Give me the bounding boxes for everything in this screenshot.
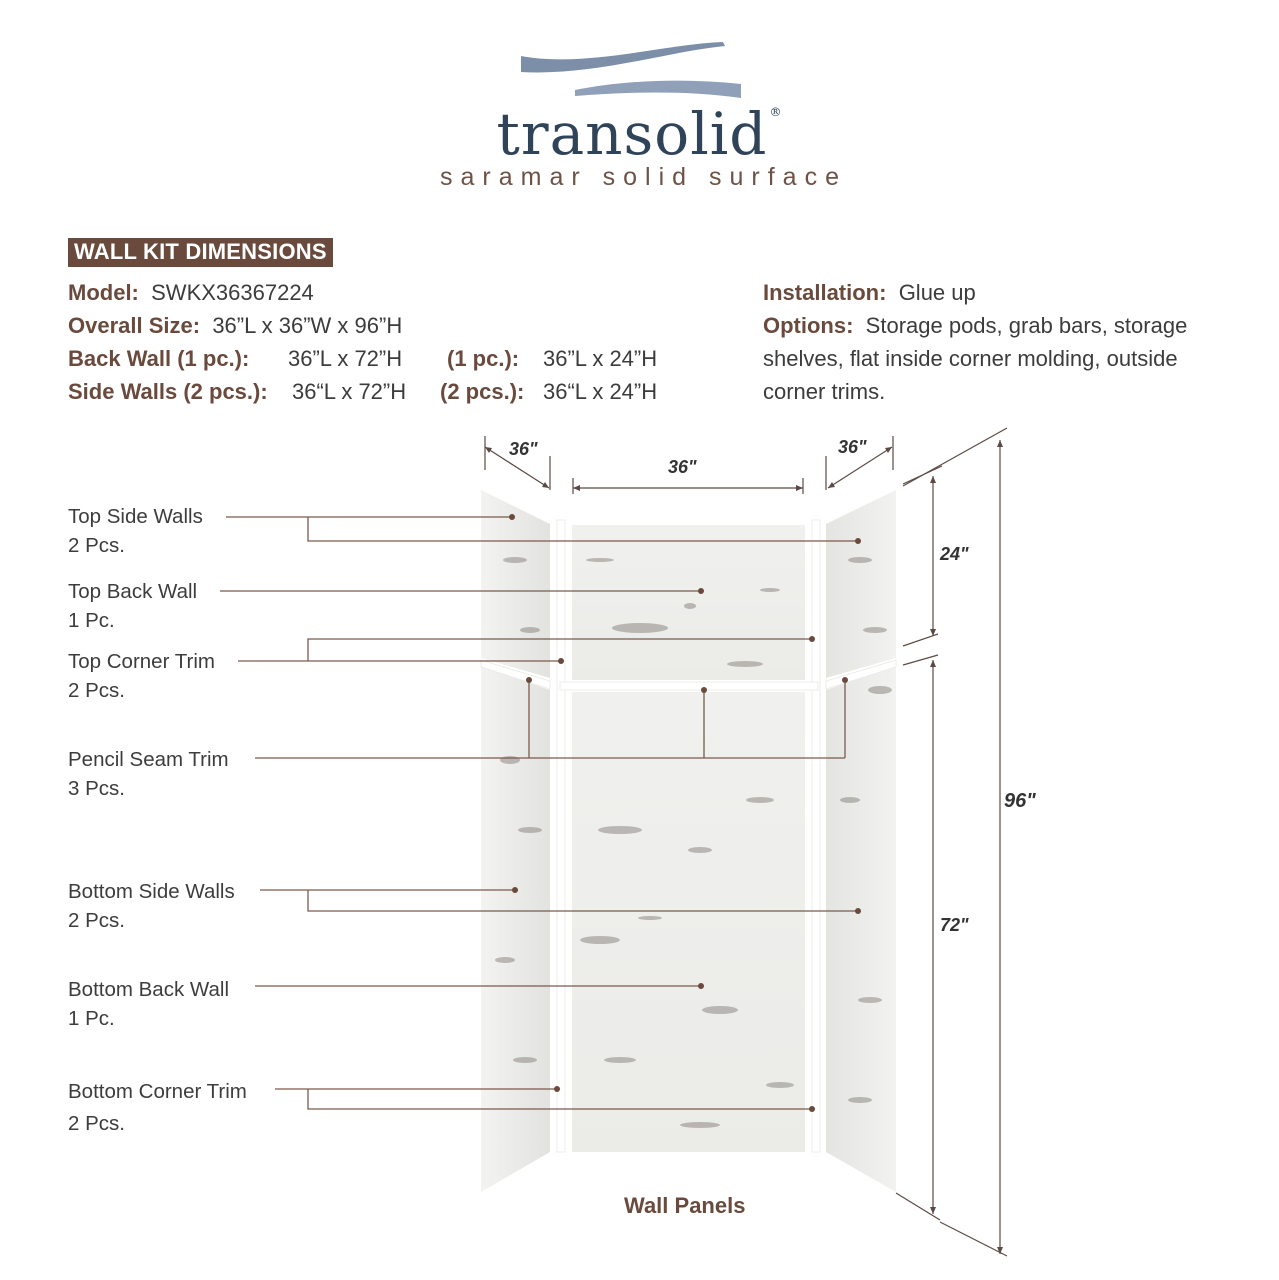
callout-bottom-side-walls: [68, 877, 235, 935]
dimension-top-height: 24": [940, 544, 969, 564]
spec-installation-label: Installation:: [763, 280, 887, 305]
spec-back-wall-label2: (1 pc.):: [447, 346, 520, 371]
top-back-wall: [572, 525, 805, 680]
pencil-seam-trim-back: [560, 682, 818, 690]
spec-options-label: Options:: [763, 313, 854, 338]
callout-count: 2 Pcs.: [68, 679, 125, 702]
corner-trim-left: [557, 520, 565, 1152]
callout-count: 3 Pcs.: [68, 777, 125, 800]
callout-name: Top Back Wall: [68, 580, 198, 603]
spec-options-line1: Storage pods, grab bars, storage: [865, 313, 1188, 338]
dimension-left-width: 36": [509, 439, 538, 459]
callout-bottom-corner-trim: [68, 1076, 247, 1140]
spec-overall-size-label: Overall Size:: [68, 313, 201, 338]
callout-name: Bottom Corner Trim: [68, 1080, 247, 1103]
callout-name: Bottom Side Walls: [68, 880, 235, 903]
callout-pencil-seam-trim: [68, 745, 229, 803]
spec-side-walls-label: Side Walls (2 pcs.):: [68, 379, 268, 404]
logo-tagline: saramar solid surface: [440, 163, 847, 191]
callout-name: Bottom Back Wall: [68, 978, 230, 1001]
callout-count: 1 Pc.: [68, 609, 115, 632]
spec-options-line3: corner trims.: [763, 379, 886, 404]
spec-side-walls-label2: (2 pcs.):: [440, 379, 525, 404]
diagram-caption: Wall Panels: [624, 1193, 746, 1218]
spec-model-value: SWKX36367224: [151, 280, 314, 305]
bottom-side-wall-left: [481, 666, 550, 1192]
spec-side-walls-value: 36“L x 72”H: [292, 379, 407, 404]
top-side-wall-left: [481, 490, 550, 678]
section-title: WALL KIT DIMENSIONS: [68, 238, 333, 267]
logo-wordmark: transolid ®: [496, 100, 783, 168]
spec-model-label: Model:: [68, 280, 139, 305]
bottom-side-wall-right: [826, 666, 896, 1192]
dimension-total-height: 96": [1004, 790, 1036, 812]
registered-mark: ®: [769, 105, 783, 119]
corner-trim-right: [812, 520, 820, 1152]
spec-side-walls-value2: 36“L x 24”H: [543, 379, 658, 404]
dimension-center-width: 36": [668, 457, 697, 477]
callout-bottom-back-wall: [68, 975, 229, 1033]
callout-count: 1 Pc.: [68, 1007, 115, 1030]
spec-overall-size-value: 36”L x 36”W x 96”H: [212, 313, 403, 338]
spec-back-wall-value: 36”L x 72”H: [288, 346, 403, 371]
dimension-bottom-height: 72": [940, 915, 969, 935]
spec-installation-value: Glue up: [898, 280, 976, 305]
spec-back-wall-value2: 36”L x 24”H: [543, 346, 658, 371]
callout-top-back-wall: [68, 577, 197, 635]
callout-count: 2 Pcs.: [68, 534, 125, 557]
callout-name: Top Corner Trim: [68, 650, 215, 673]
callout-top-side-walls: [68, 502, 203, 560]
dimension-right-width: 36": [838, 437, 867, 457]
callout-count: 2 Pcs.: [68, 1112, 125, 1135]
spec-back-wall-label: Back Wall (1 pc.):: [68, 346, 250, 371]
spec-options-line2: shelves, flat inside corner molding, outside: [763, 346, 1178, 371]
callout-top-corner-trim: [68, 647, 215, 705]
callout-name: Pencil Seam Trim: [68, 748, 229, 771]
callout-name: Top Side Walls: [68, 505, 203, 528]
top-side-wall-right: [826, 490, 896, 678]
callout-count: 2 Pcs.: [68, 909, 125, 932]
